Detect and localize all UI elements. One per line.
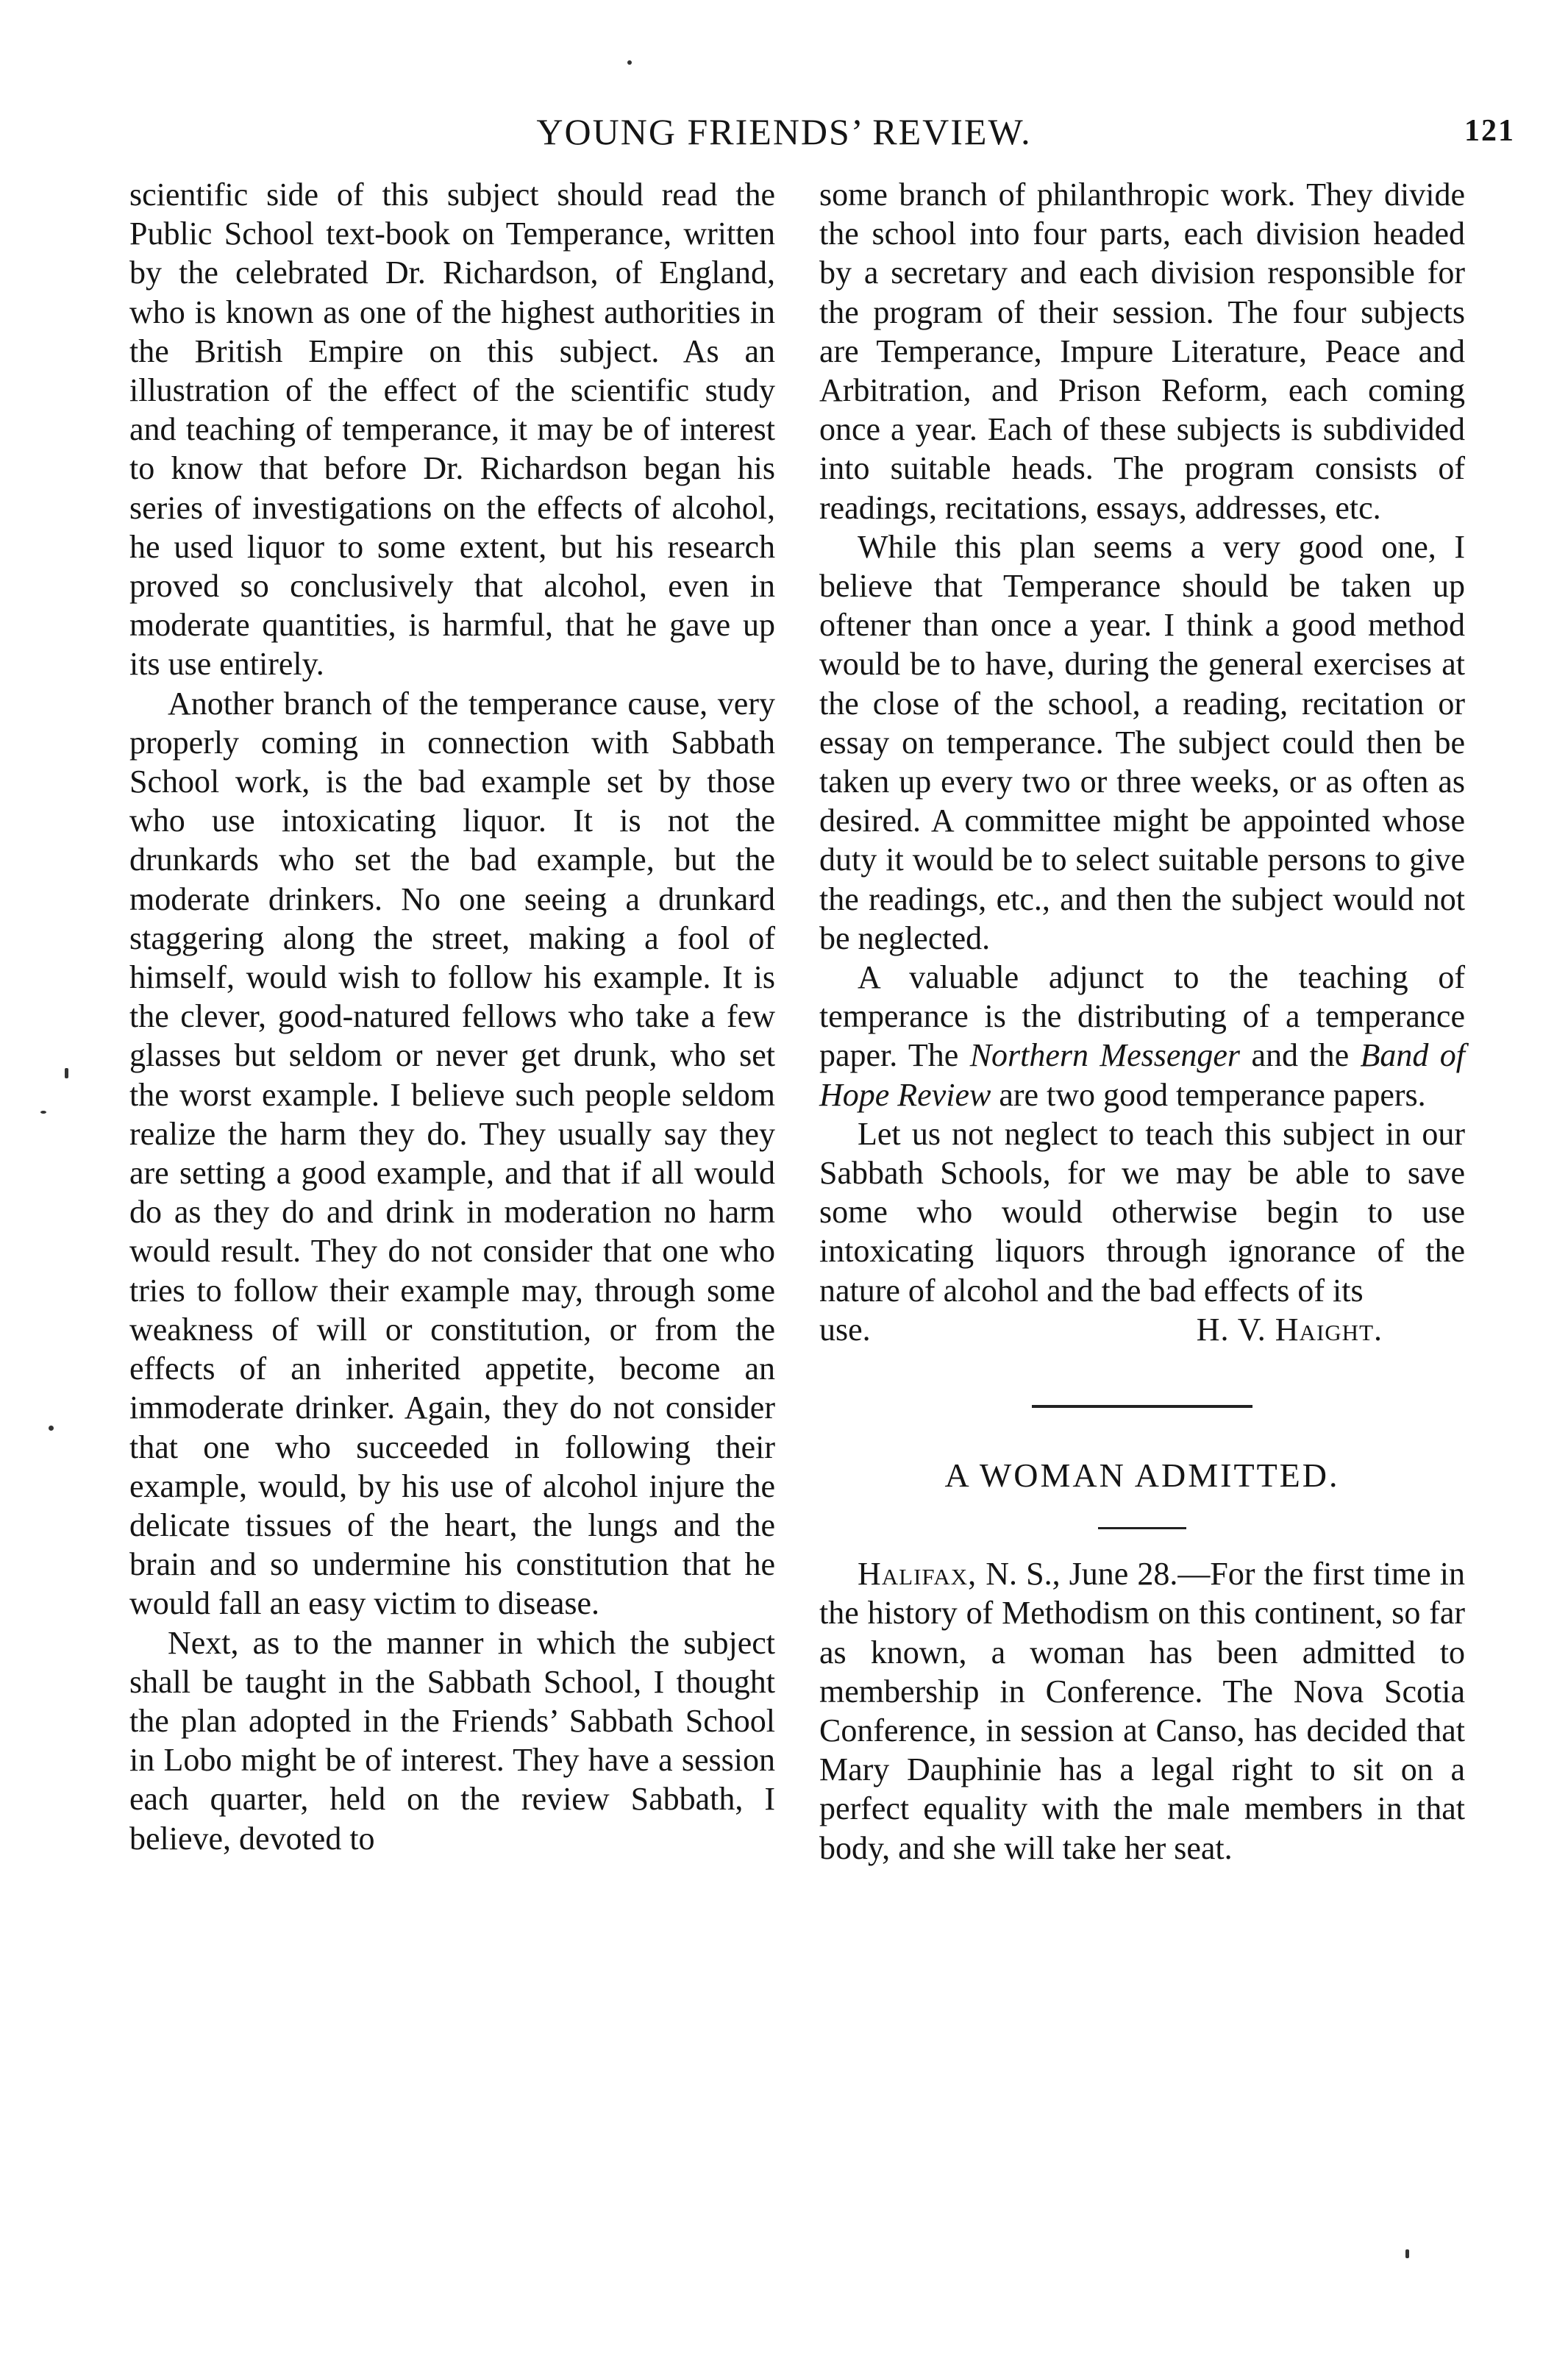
article-title: A WOMAN ADMITTED. [944, 1456, 1340, 1495]
ink-speck [65, 1068, 68, 1078]
ink-speck [49, 1426, 54, 1431]
page-number: 121 [1464, 114, 1515, 148]
last-word: use. [819, 1311, 871, 1348]
right-paragraph-4: Let us not neglect to teach this subject in our Sabbath Schools, for we may be able to save some who would otherwise begin to use intoxicating liquors through ignorance of the nature of alcohol and the bad effects of its [819, 1115, 1465, 1309]
ink-speck [1405, 2249, 1409, 2258]
running-title: YOUNG FRIENDS’ REVIEW. [536, 111, 1032, 152]
left-paragraph-1: scientific side of this subject should read the Public School text-book on Temperance, written by the celebrated Dr. Richardson, of England, who is known as one of the highest authorities in the British Empire on this subject. As an illustration of the effect of the scientific study and teaching of temperance, it may be of interest to know that before Dr. Richardson began his series of investigations on the effects of alcohol, he used liquor to some extent, but his research proved so conclusively that alcohol, even in moderate quantities, is harmful, that he gave up its use entirely. [129, 177, 775, 683]
right-paragraph-3 [819, 958, 1465, 1114]
left-column [129, 175, 775, 1858]
paragraph-text: and the [1251, 1037, 1350, 1074]
paper-title-northern-messenger: Northern Messenger [969, 1037, 1241, 1074]
ink-speck [627, 60, 632, 65]
right-column [819, 175, 1465, 1868]
section-divider [1032, 1405, 1252, 1408]
ink-speck [40, 1111, 46, 1114]
left-paragraph-2: Another branch of the temperance cause, very properly coming in connection with Sabbath School work, is the bad example set by those who use intoxicating liquor. It is not the drunkards who set the bad example, but the moderate drinkers. No one seeing a drunkard staggering along the street, making a fool of himself, would wish to follow his example. It is the clever, good-natured fellows who take a few glasses but seldom or never get drunk, who set the worst example. I believe such people seldom realize the harm they do. They usually say they are setting a good example, and that if all would do as they do and drink in moderation no harm would result. They do not consider that one who tries to follow their example may, through some weakness of will or constitution, or from the effects of an inherited appetite, become an immoderate drinker. Again, they do not consider that one who succeeded in following their example, would, by his use of alcohol injure the delicate tissues of the heart, the lungs and the brain and so undermine his constitution that he would fall an easy victim to disease. [129, 685, 775, 1622]
title-underline [1098, 1527, 1186, 1529]
running-head [0, 110, 1568, 162]
article-text: N. S., June 28.—For the first time in the history of Methodism on this continent, so far as known, a woman has been admitted to membership in Conference. The Nova Scotia Conference, in session at Canso, has decided that Mary Dauphinie has a legal right to sit on a perfect equality with the male members in that body, and she will take her seat. [819, 1556, 1465, 1866]
article-body [819, 1554, 1465, 1868]
paragraph-text: are two good temperance papers. [999, 1076, 1426, 1113]
author-signature: H. V. Haight. [1196, 1311, 1383, 1348]
left-paragraph-3: Next, as to the manner in which the subject shall be taught in the Sabbath School, I thought the plan adopted in the Friends’ Sabbath School in Lobo might be of interest. They have a session each quarter, held on the review Sabbath, I believe, devoted to [129, 1624, 775, 1857]
signature-line [819, 1310, 1465, 1349]
right-paragraph-1: some branch of philanthropic work. They divide the school into four parts, each division headed by a secretary and each division responsible for the program of their session. The four subjects are Temperance, Impure Literature, Peace and Arbitration, and Prison Reform, each coming once a year. Each of these subjects is subdivided into suitable heads. The program consists of readings, recitations, essays, addresses, etc. [819, 177, 1465, 526]
paragraph-text: A valuable adjunct to the teaching of temperance is the distributing of a temperance paper. The [819, 959, 1465, 1074]
dateline-place: Halifax, [858, 1556, 977, 1593]
right-paragraph-2: While this plan seems a very good one, I believe that Temperance should be taken up oftener than once a year. I think a good method would be to have, during the general exercises at the close of the school, a reading, recitation or essay on temperance. The subject could then be taken up every two or three weeks, or as often as desired. A committee might be appointed whose duty it would be to select suitable persons to give the readings, etc., and then the subject would not be neglected. [819, 528, 1465, 956]
paper-title-band-of-hope-review: Band of Hope Review [819, 1037, 1465, 1113]
